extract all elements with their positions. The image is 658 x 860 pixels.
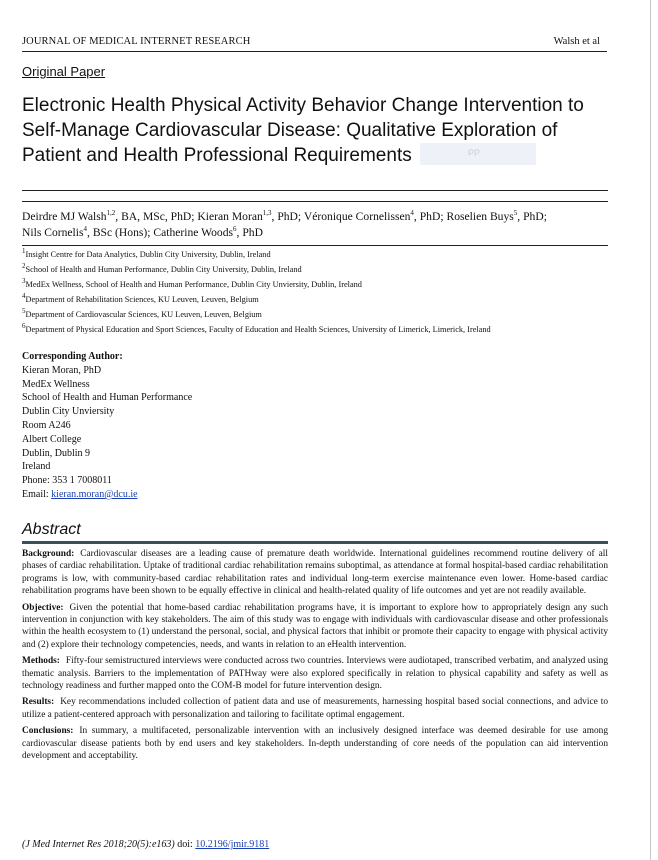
author: Nils Cornelis$^4$, BSc (Hons); [22,225,154,239]
paper-title: Electronic Health Physical Activity Behavior Change Intervention to Self-Manage Cardiovascular Disease: Qualitative Exploration of Patient and Health Professional Requirements [22,95,584,166]
author: Catherine Woods$^6$, PhD [153,225,263,239]
corresponding-heading: Corresponding Author: [22,351,123,362]
email-link[interactable]: kieran.moran@dcu.ie [51,488,138,500]
corr-line: Dublin, Dublin 9 [22,447,91,459]
abstract-objective: Objective: Given the potential that home-based cardiac rehabilitation programs have, it is important to explore how to appropriately design any such intervention in conjunction with key stakeholders. The aim of this study was to engage with individuals with cardiovascular disease and other professionals within the health ecosystem to (1) understand the personal, social, and physical factors that inhibit or promote their capacity to engage with physical activity and (2) explore their technology competencies, needs, and wants in relation to an eHealth intervention. [22,602,608,650]
affiliation-list [22,248,622,337]
title-overlay-text: PP [468,148,481,158]
corr-line: Ireland [22,461,51,473]
corr-line: Room A246 [22,419,71,431]
corresponding-author [22,350,192,502]
affiliation: $^5$Department of Cardiovascular Sciences, KU Leuven, Leuven, Belgium [22,306,262,319]
author: Deirdre MJ Walsh$^{1,2}$, BA, MSc, PhD; [22,209,198,223]
corr-line: Albert College [22,433,82,445]
abstract-background: Background: Cardiovascular diseases are a leading cause of premature death worldwide. International guidelines recommend routine delivery of all phases of cardiac rehabilitation. Uptake of traditional cardiac rehabilitation remains suboptimal, as attendance at formal hospital-based cardiac rehabilitation programs is low, with community-based cardiac rehabilitation rates and individual long-term exercise maintenance even lower. Home-based cardiac rehabilitation programs have been shown to be equally effective in clinical and health-related quality of life outcomes and yet are not readily available. [22,549,608,597]
authors-rule [22,245,608,246]
doi-link[interactable]: 10.2196/jmir.9181 [195,839,270,850]
affiliation: $^6$Department of Physical Education and Sport Sciences, Faculty of Education and Health Sciences, University of Limerick, Limerick, Ireland [22,321,491,334]
affiliation: $^2$School of Health and Human Performance, Dublin City University, Dublin, Ireland [22,262,302,274]
journal-name: JOURNAL OF MEDICAL INTERNET RESEARCH [22,36,251,47]
abstract-body [22,548,608,767]
citation [22,839,269,850]
corr-line: Kieran Moran, PhD [22,364,102,376]
title-rule-lower [22,201,608,202]
author-list [22,209,612,241]
corr-line: School of Health and Human Performance [22,392,193,404]
author: Véronique Cornelissen$^4$, PhD; [303,209,447,223]
abstract-methods: Methods: Fifty-four semistructured interviews were conducted across two countries. Interviews were audiotaped, transcribed verbatim, and analyzed using thematic analysis. Barriers to the implementation of PATHway were also explored specifically in relation to physical capability and safety as well as technology readiness and further mapped onto the COM-B model for future intervention design. [22,656,608,692]
abstract-rule [22,541,608,544]
article-type-link[interactable]: Original Paper [22,64,106,79]
header-rule [22,51,607,52]
journal-reference: (J Med Internet Res 2018;20(5):e163) [22,839,175,850]
corr-email-line: Email: kieran.moran@dcu.ie [22,488,138,500]
affiliation: $^1$Insight Centre for Data Analytics, Dublin City University, Dublin, Ireland [22,247,271,259]
abstract-heading: Abstract [22,521,81,538]
doi-label: doi: [177,839,193,850]
corr-line: Dublin City Unviersity [22,406,115,418]
abstract-conclusions: Conclusions: In summary, a multifaceted, personalizable intervention with an inclusively designed interface was deemed desirable for use among cardiovascular disease patients both by end users and key stakeholders. In-depth understanding of core needs of the population can aid intervention development and acceptability. [22,726,608,762]
author: Roselien Buys$^5$, PhD; [446,209,547,223]
running-authors: Walsh et al [553,36,600,47]
abstract-results: Results: Key recommendations included collection of patient data and use of measurements, harnessing hospital based social connections, and advice to utilize a patient-centered approach with personalization and tailoring to facilitate optimal engagement. [22,697,608,720]
corr-line: MedEx Wellness [22,378,90,390]
affiliation: $^4$Department of Rehabilitation Sciences, KU Leuven, Leuven, Belgium [22,291,259,304]
corr-line: Phone: 353 1 7008011 [22,475,112,487]
author: Kieran Moran$^{1,3}$, PhD; [197,209,304,223]
affiliation: $^3$MedEx Wellness, School of Health and Human Performance, Dublin City Unviersity, Dublin, Ireland [22,277,362,289]
title-rule-upper [22,190,608,191]
